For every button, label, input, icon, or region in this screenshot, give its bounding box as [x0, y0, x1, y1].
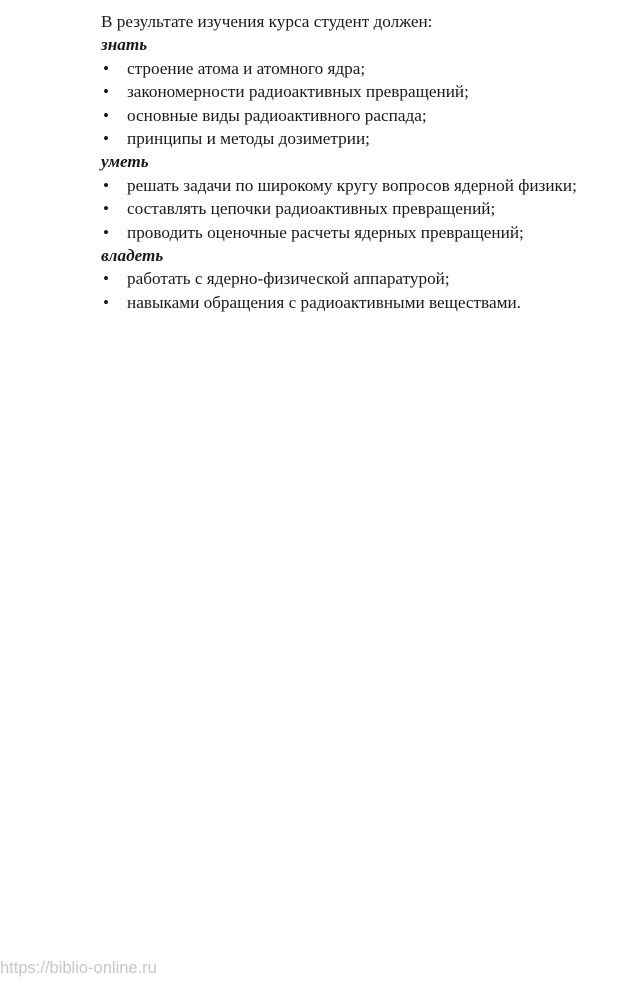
bullet-icon: • [102, 292, 110, 312]
list-item [101, 174, 631, 197]
bullet-icon: • [102, 269, 110, 289]
bullet-icon: • [102, 199, 110, 219]
list-item-text: навыками обращения с радиоактивными веществами. [127, 292, 521, 312]
bullet-icon: • [102, 82, 110, 102]
section-heading: владеть [101, 246, 164, 266]
list-item-text: закономерности радиоактивных превращений; [127, 82, 469, 102]
watermark-url: https://biblio-online.ru [0, 959, 157, 977]
list-item-text: основные виды радиоактивного распада; [127, 105, 427, 125]
section-know [101, 33, 631, 150]
section-can [101, 150, 631, 244]
list-item [101, 104, 631, 127]
bullet-list [101, 174, 631, 244]
list-item-text: строение атома и атомного ядра; [127, 58, 366, 78]
list-item [101, 57, 631, 80]
intro-text: В результате изучения курса студент должен: [101, 12, 433, 31]
list-item [101, 80, 631, 103]
bullet-icon: • [102, 222, 110, 242]
list-item-text: решать задачи по широкому кругу вопросов ядерной физики; [127, 175, 577, 195]
list-item [101, 267, 631, 290]
bullet-icon: • [102, 58, 110, 78]
list-item-text: проводить оценочные расчеты ядерных превращений; [127, 222, 524, 242]
bullet-list [101, 57, 631, 151]
section-master [101, 244, 631, 314]
section-heading: уметь [101, 152, 149, 172]
section-heading: знать [101, 35, 148, 55]
list-item [101, 291, 631, 314]
list-item [101, 221, 631, 244]
list-item [101, 197, 631, 220]
bullet-icon: • [102, 175, 110, 195]
list-item-text: принципы и методы дозиметрии; [127, 129, 370, 149]
bullet-list [101, 267, 631, 314]
list-item-text: работать с ядерно-физической аппаратурой; [127, 269, 450, 289]
learning-outcomes [101, 10, 631, 314]
list-item-text: составлять цепочки радиоактивных превращений; [127, 199, 496, 219]
bullet-icon: • [102, 129, 110, 149]
bullet-icon: • [102, 105, 110, 125]
list-item [101, 127, 631, 150]
